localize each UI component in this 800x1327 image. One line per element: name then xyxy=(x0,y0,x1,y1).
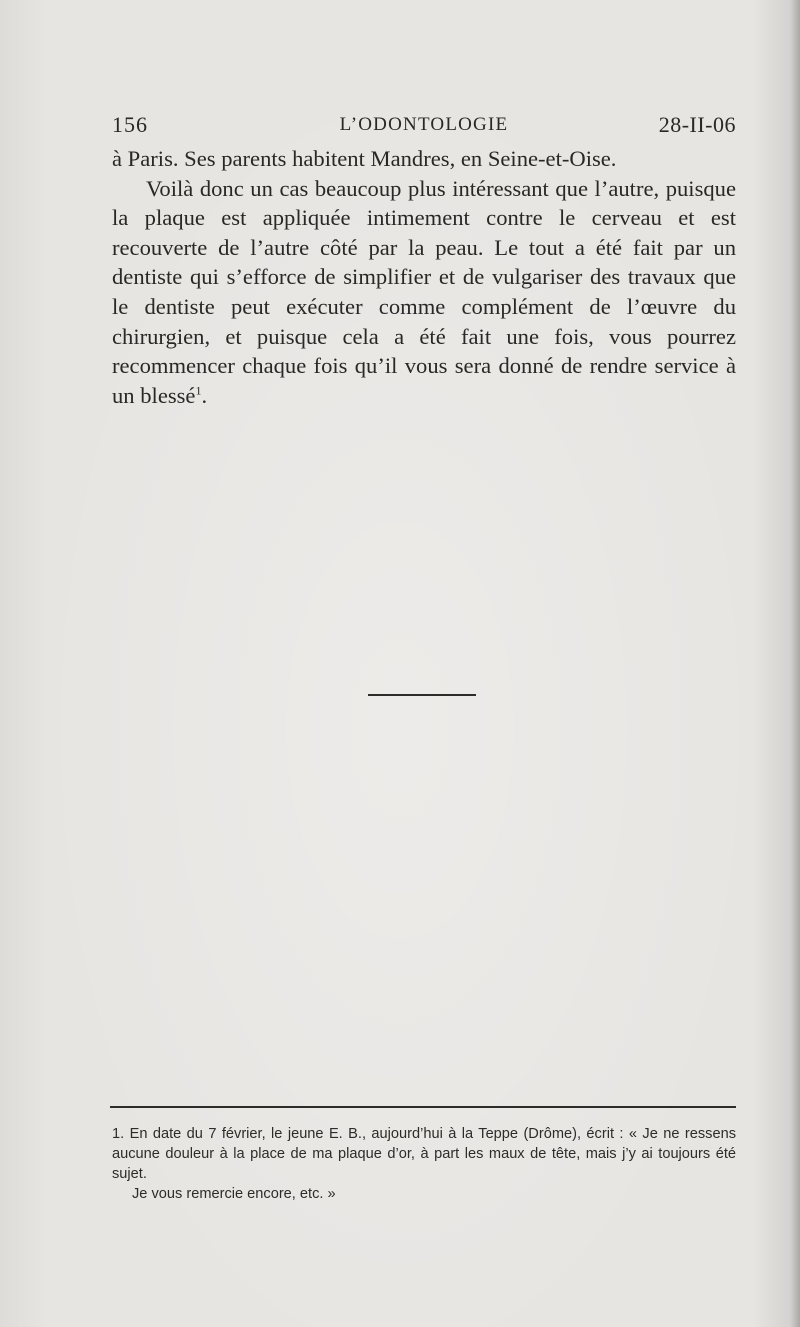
page-edge-shadow xyxy=(790,0,800,1327)
main-text xyxy=(112,144,736,410)
journal-title: L’ODONTOLOGIE xyxy=(339,114,509,135)
paragraph-end-period: . xyxy=(201,382,208,408)
page-number: 156 xyxy=(112,112,148,137)
footnotes xyxy=(112,1124,736,1204)
footnote-reference[interactable]: 1 xyxy=(195,383,202,398)
footnote-1-closing: Je vous remercie encore, etc. » xyxy=(132,1186,336,1202)
running-header xyxy=(112,110,736,140)
footnote-separator xyxy=(110,1106,736,1108)
issue-date: 28-II-06 xyxy=(658,112,736,137)
section-divider xyxy=(368,694,476,696)
footnote-1: 1. En date du 7 février, le jeune E. B., aujourd’hui à la Teppe (Drôme), écrit : « Je ne ressens aucune douleur à la place de ma plaque d’or, à part les maux de tête, mais j’y ai toujours été sujet. xyxy=(112,1126,736,1182)
paragraph-main xyxy=(112,174,736,411)
paragraph-continuation: à Paris. Ses parents habitent Mandres, en Seine-et-Oise. xyxy=(112,146,617,171)
paragraph-main-text: Voilà donc un cas beaucoup plus intéressant que l’autre, puisque la plaque est appliquée intimement contre le cerveau et est recouverte de l’autre côté par la peau. Le tout a été fait par un dentiste qui s’efforce de simplifier et de vulgariser des travaux que le dentiste peut exécuter comme complément de l’œuvre du chirurgien, et puisque cela a été fait une fois, vous pourrez recommencer chaque fois qu’il vous sera donné de rendre service à un blessé xyxy=(112,175,736,408)
